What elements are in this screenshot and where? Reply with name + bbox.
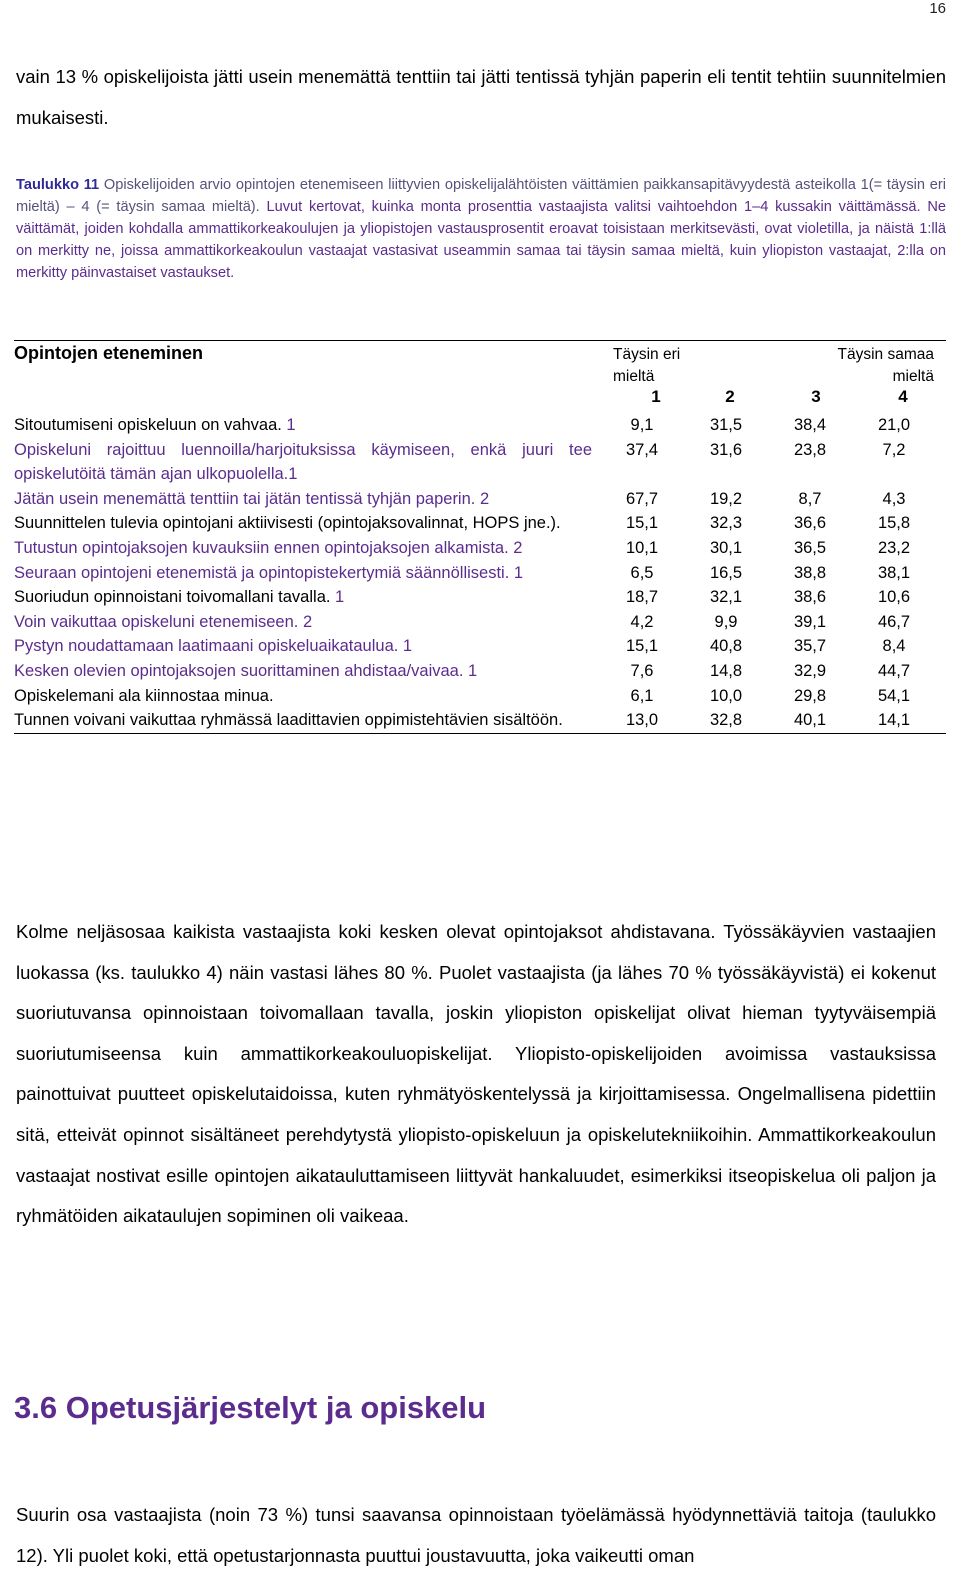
table-row: [14, 536, 946, 561]
table-row: [14, 585, 946, 610]
percent-cell-2: 16,5: [709, 563, 743, 582]
statement-text: Seuraan opintojeni etenemistä ja opintopistekertymiä säännöllisesti.: [14, 563, 510, 582]
intro-paragraph: vain 13 % opiskelijoista jätti usein menemättä tenttiin tai jätti tentissä tyhjän paperin eli tentit tehtiin suunnitelmien mukaisesti.: [16, 66, 946, 128]
statement-text: Tutustun opintojaksojen kuvauksiin ennen opintojaksojen alkamista.: [14, 538, 509, 557]
statement-cell: [14, 511, 592, 536]
page-number: 16: [929, 0, 946, 17]
percent-cell-1: 15,1: [625, 514, 659, 533]
percent-cell-1: 9,1: [630, 416, 654, 434]
percent-cell-4: 10,6: [877, 588, 911, 607]
statement-text: Tunnen voivani vaikuttaa ryhmässä laadittavien oppimistehtävien sisältöön.: [14, 711, 563, 730]
percent-cell-2: 10,0: [709, 686, 743, 705]
caption-description: Opiskelijoiden arvio opintojen etenemiseen liittyvien opiskelijalähtöisten väittämien paikkansapitävyydestä asteikolla 1(= täysin eri mieltä) – 4 (= täysin samaa mieltä).: [16, 177, 946, 215]
table-row: [14, 610, 946, 635]
body-paragraph: Kolme neljäsosaa kaikista vastaajista koki kesken olevat opintojaksot ahdistavana. Työssäkäyvien vastaajien luokassa (ks. taulukko 4) näin vastasi lähes 80 %. Puolet vastaajista (ja lähes 70 % työssäkäyvistä) ei kokenut suoriutuvansa opinnoistaan toivomallaan tavalla, joskin yliopiston opiskelijat olivat hieman tyytyväisempiä suoriutumiseensa kuin ammattikorkeakouluopiskelijat. Yliopisto-opiskelijoiden avoimissa vastauksissa painottuivat puutteet opiskelutaidoissa, kuten ryhmätyöskentelyssä ja kirjoittamisessa. Ongelmallisena pidettiin sitä, etteivät opinnot sisältäneet perehdytystä yliopisto-opiskeluun ja opiskelutekniikoihin. Ammattikorkeakoulun vastaajat nostivat esille opintojen aikatauluttamiseen liittyvät hankaluudet, esimerkiksi itseopiskelua oli paljon ja ryhmätöiden aikataulujen sopiminen oli vaikeaa.: [16, 921, 936, 1227]
percent-cell-1: 67,7: [625, 489, 659, 508]
significance-mark: 1: [288, 465, 298, 484]
percent-cell-3: 38,6: [793, 588, 827, 607]
significance-mark: 1: [281, 416, 296, 434]
significance-mark: 2: [475, 489, 490, 508]
percent-cell-4: 7,2: [882, 440, 906, 459]
table-row: [14, 561, 946, 586]
results-table: [14, 340, 946, 734]
statement-cell: [14, 610, 592, 635]
percent-cell-2: 31,6: [709, 440, 743, 459]
percent-cell-3: 36,5: [793, 538, 827, 557]
statement-text: Jätän usein menemättä tenttiin tai jätän tentissä tyhjän paperin.: [14, 489, 476, 508]
significance-mark: 1: [398, 637, 413, 656]
percent-cell-1: 4,2: [630, 612, 654, 631]
percent-cell-4: 15,8: [877, 514, 911, 533]
percent-cell-1: 13,0: [625, 711, 659, 730]
percent-cell-4: 54,1: [877, 686, 911, 705]
significance-mark: 1: [330, 588, 345, 607]
percent-cell-1: 15,1: [625, 637, 659, 656]
percent-cell-1: 37,4: [625, 440, 659, 459]
percent-cell-2: 32,3: [709, 514, 743, 533]
percent-cell-1: 6,1: [630, 686, 654, 705]
statement-text: Voin vaikuttaa opiskeluni etenemiseen.: [14, 612, 299, 631]
table-row: [14, 634, 946, 659]
percent-cell-2: 9,9: [714, 612, 738, 631]
statement-text: Suunnittelen tulevia opintojani aktiivisesti (opintojaksovalinnat, HOPS jne.).: [14, 514, 561, 533]
statement-cell: [14, 684, 592, 709]
caption-explanation: Luvut kertovat, kuinka monta prosenttia vastaajista valitsi vaihtoehdon 1–4 kussakin väittämässä. Ne väittämät, joiden kohdalla ammattikorkeakoulujen ja yliopistojen vastausprosentit eroavat toisistaan merkitsevästi, ovat violetilla, ja näistä 1:llä on merkitty ne, joissa ammattikorkeakoulun vastaajat vastasivat useammin samaa tai täysin samaa mieltä, kuin yliopiston vastaajat, 2:lla on merkitty päinvastaiset vastaukset.: [16, 199, 946, 281]
significance-mark: 1: [463, 661, 478, 680]
scale-label-disagree: Täysin eri mieltä: [613, 346, 681, 385]
percent-cell-1: 10,1: [625, 538, 659, 557]
percent-cell-2: 32,8: [709, 711, 743, 730]
percent-cell-2: 32,1: [709, 588, 743, 607]
percent-cell-2: 30,1: [709, 538, 743, 557]
percent-cell-3: 38,4: [793, 416, 827, 434]
percent-cell-3: 8,7: [798, 489, 822, 508]
statement-cell: [14, 561, 592, 586]
percent-cell-3: 40,1: [793, 711, 827, 730]
percent-cell-3: 36,6: [793, 514, 827, 533]
statement-text: Opiskeluni rajoittuu luennoilla/harjoituksissa käymiseen, enkä juuri tee opiskelutöitä tämän ajan ulkopuolella.: [14, 440, 592, 484]
percent-cell-4: 14,1: [877, 711, 911, 730]
table-title: Opintojen eteneminen: [14, 343, 204, 363]
statement-text: Suoriudun opinnoistani toivomallani tavalla.: [14, 588, 331, 607]
scale-heading-3: 3: [811, 387, 821, 406]
scale-label-agree: Täysin samaa mieltä: [837, 346, 934, 385]
percent-cell-3: 38,8: [793, 563, 827, 582]
percent-cell-3: 32,9: [793, 661, 827, 680]
percent-cell-2: 19,2: [709, 489, 743, 508]
table-header: [14, 341, 946, 413]
percent-cell-3: 35,7: [793, 637, 827, 656]
percent-cell-1: 7,6: [630, 661, 654, 680]
statement-cell: [14, 487, 592, 512]
table-row: [14, 511, 946, 536]
statement-cell: [14, 585, 592, 610]
percent-cell-4: 23,2: [877, 538, 911, 557]
percent-cell-1: 6,5: [630, 563, 654, 582]
percent-cell-3: 39,1: [793, 612, 827, 631]
statement-cell: [14, 634, 592, 659]
statement-cell: [14, 659, 592, 684]
percent-cell-2: 40,8: [709, 637, 743, 656]
statement-text: Opiskelemani ala kiinnostaa minua.: [14, 686, 274, 705]
caption-label: Taulukko 11: [16, 177, 100, 193]
percent-cell-3: 29,8: [793, 686, 827, 705]
scale-heading-1: 1: [651, 387, 661, 406]
percent-cell-4: 38,1: [877, 563, 911, 582]
percent-cell-3: 23,8: [793, 440, 827, 459]
table-row: [14, 487, 946, 512]
statement-text: Sitoutumiseni opiskeluun on vahvaa.: [14, 416, 282, 434]
percent-cell-4: 21,0: [877, 416, 911, 434]
percent-cell-4: 46,7: [877, 612, 911, 631]
percent-cell-4: 44,7: [877, 661, 911, 680]
table-row: [14, 438, 946, 487]
table-row: [14, 684, 946, 709]
statement-text: Kesken olevien opintojaksojen suorittaminen ahdistaa/vaivaa.: [14, 661, 464, 680]
percent-cell-4: 4,3: [882, 489, 906, 508]
scale-heading-2: 2: [725, 387, 735, 406]
statement-cell: [14, 536, 592, 561]
significance-mark: 1: [509, 563, 524, 582]
percent-cell-2: 14,8: [709, 661, 743, 680]
percent-cell-2: 31,5: [709, 416, 743, 434]
significance-mark: 2: [508, 538, 523, 557]
table-row: [14, 413, 946, 438]
bottom-paragraph: Suurin osa vastaajista (noin 73 %) tunsi saavansa opinnoistaan työelämässä hyödynnettäviä taitoja (taulukko 12). Yli puolet koki, että opetustarjonnasta puuttui joustavuutta, joka vaikeutti oman: [16, 1504, 936, 1566]
scale-heading-4: 4: [898, 387, 908, 406]
statement-cell: [14, 438, 592, 487]
table-row: [14, 659, 946, 684]
statement-cell: [14, 708, 592, 733]
percent-cell-1: 18,7: [625, 588, 659, 607]
significance-mark: 2: [298, 612, 313, 631]
table-caption: [16, 174, 946, 284]
table-row: [14, 708, 946, 733]
section-heading: 3.6 Opetusjärjestelyt ja opiskelu: [14, 1390, 487, 1425]
statement-cell: [14, 413, 592, 438]
table-body: [14, 413, 946, 733]
percent-cell-4: 8,4: [882, 637, 906, 656]
statement-text: Pystyn noudattamaan laatimaani opiskeluaikataulua.: [14, 637, 399, 656]
